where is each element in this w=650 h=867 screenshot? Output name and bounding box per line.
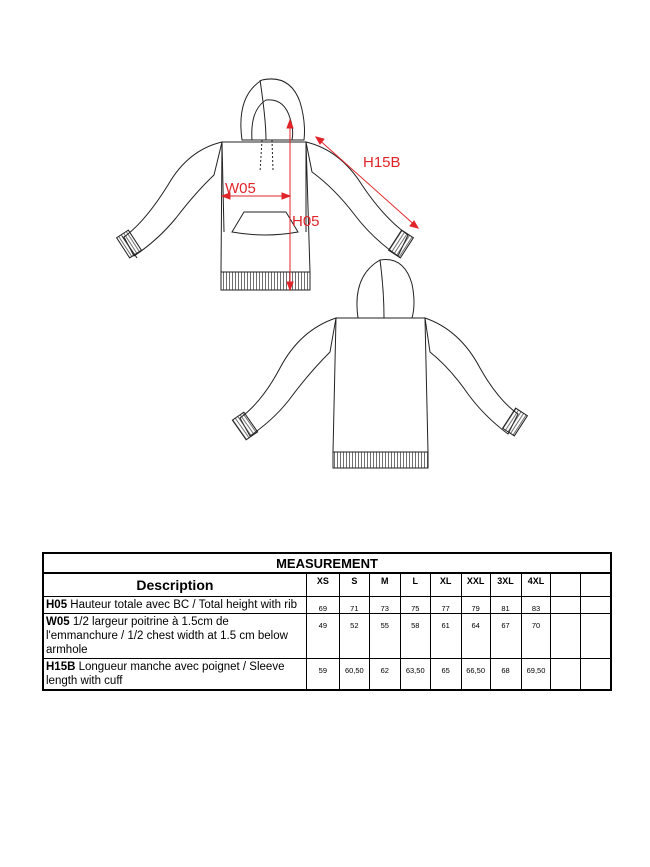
measurement-value: 64 xyxy=(461,614,490,659)
size-header: M xyxy=(369,573,400,597)
measurement-value: 77 xyxy=(430,597,461,614)
measurement-value: 75 xyxy=(400,597,430,614)
measurement-value xyxy=(551,614,581,659)
measurement-value: 81 xyxy=(490,597,521,614)
w05-callout: W05 xyxy=(225,180,256,197)
measurement-table xyxy=(42,552,612,691)
size-header: L xyxy=(400,573,430,597)
measurement-code: W05 xyxy=(46,616,70,628)
measurement-value: 49 xyxy=(306,614,339,659)
size-header: 4XL xyxy=(521,573,551,597)
measurement-value: 68 xyxy=(490,659,521,691)
measurement-value: 58 xyxy=(400,614,430,659)
measurement-value: 71 xyxy=(339,597,369,614)
h05-callout: H05 xyxy=(292,213,320,230)
measurement-value xyxy=(581,597,611,614)
measurement-value: 63,50 xyxy=(400,659,430,691)
measurement-value: 70 xyxy=(521,614,551,659)
size-header: 3XL xyxy=(490,573,521,597)
hoodie-back-view xyxy=(232,260,527,469)
size-header: XS xyxy=(306,573,339,597)
measurement-value: 62 xyxy=(369,659,400,691)
table-title: MEASUREMENT xyxy=(43,553,611,573)
table-row xyxy=(43,614,611,659)
measurement-value: 65 xyxy=(430,659,461,691)
measurement-value: 83 xyxy=(521,597,551,614)
h15b-callout: H15B xyxy=(363,154,401,171)
measurement-code: H15B xyxy=(46,661,76,673)
table-row xyxy=(43,659,611,691)
size-header xyxy=(581,573,611,597)
measurement-value: 69,50 xyxy=(521,659,551,691)
size-header: S xyxy=(339,573,369,597)
size-header: XL xyxy=(430,573,461,597)
measurement-value xyxy=(581,614,611,659)
measurement-value: 60,50 xyxy=(339,659,369,691)
measurement-value xyxy=(551,597,581,614)
description-header: Description xyxy=(43,573,306,597)
measurement-description xyxy=(43,597,306,614)
measurement-text: Longueur manche avec poignet / Sleeve length with cuff xyxy=(46,661,288,687)
measurement-text: Hauteur totale avec BC / Total height with rib xyxy=(67,599,298,611)
measurement-value: 66,50 xyxy=(461,659,490,691)
size-header xyxy=(551,573,581,597)
measurement-value: 52 xyxy=(339,614,369,659)
measurement-value: 73 xyxy=(369,597,400,614)
measurement-text: 1/2 largeur poitrine à 1.5cm de l'emmanchure / 1/2 chest width at 1.5 cm below armhole xyxy=(46,616,292,656)
measurement-description xyxy=(43,614,306,659)
table-header-row xyxy=(43,573,611,597)
measurement-value: 69 xyxy=(306,597,339,614)
measurement-description xyxy=(43,659,306,691)
size-header: XXL xyxy=(461,573,490,597)
measurement-code: H05 xyxy=(46,599,68,611)
measurement-value: 59 xyxy=(306,659,339,691)
measurement-value xyxy=(551,659,581,691)
measurement-value: 79 xyxy=(461,597,490,614)
table-row xyxy=(43,597,611,614)
measurement-value: 67 xyxy=(490,614,521,659)
measurement-value: 55 xyxy=(369,614,400,659)
measurement-value: 61 xyxy=(430,614,461,659)
measurement-value xyxy=(581,659,611,691)
